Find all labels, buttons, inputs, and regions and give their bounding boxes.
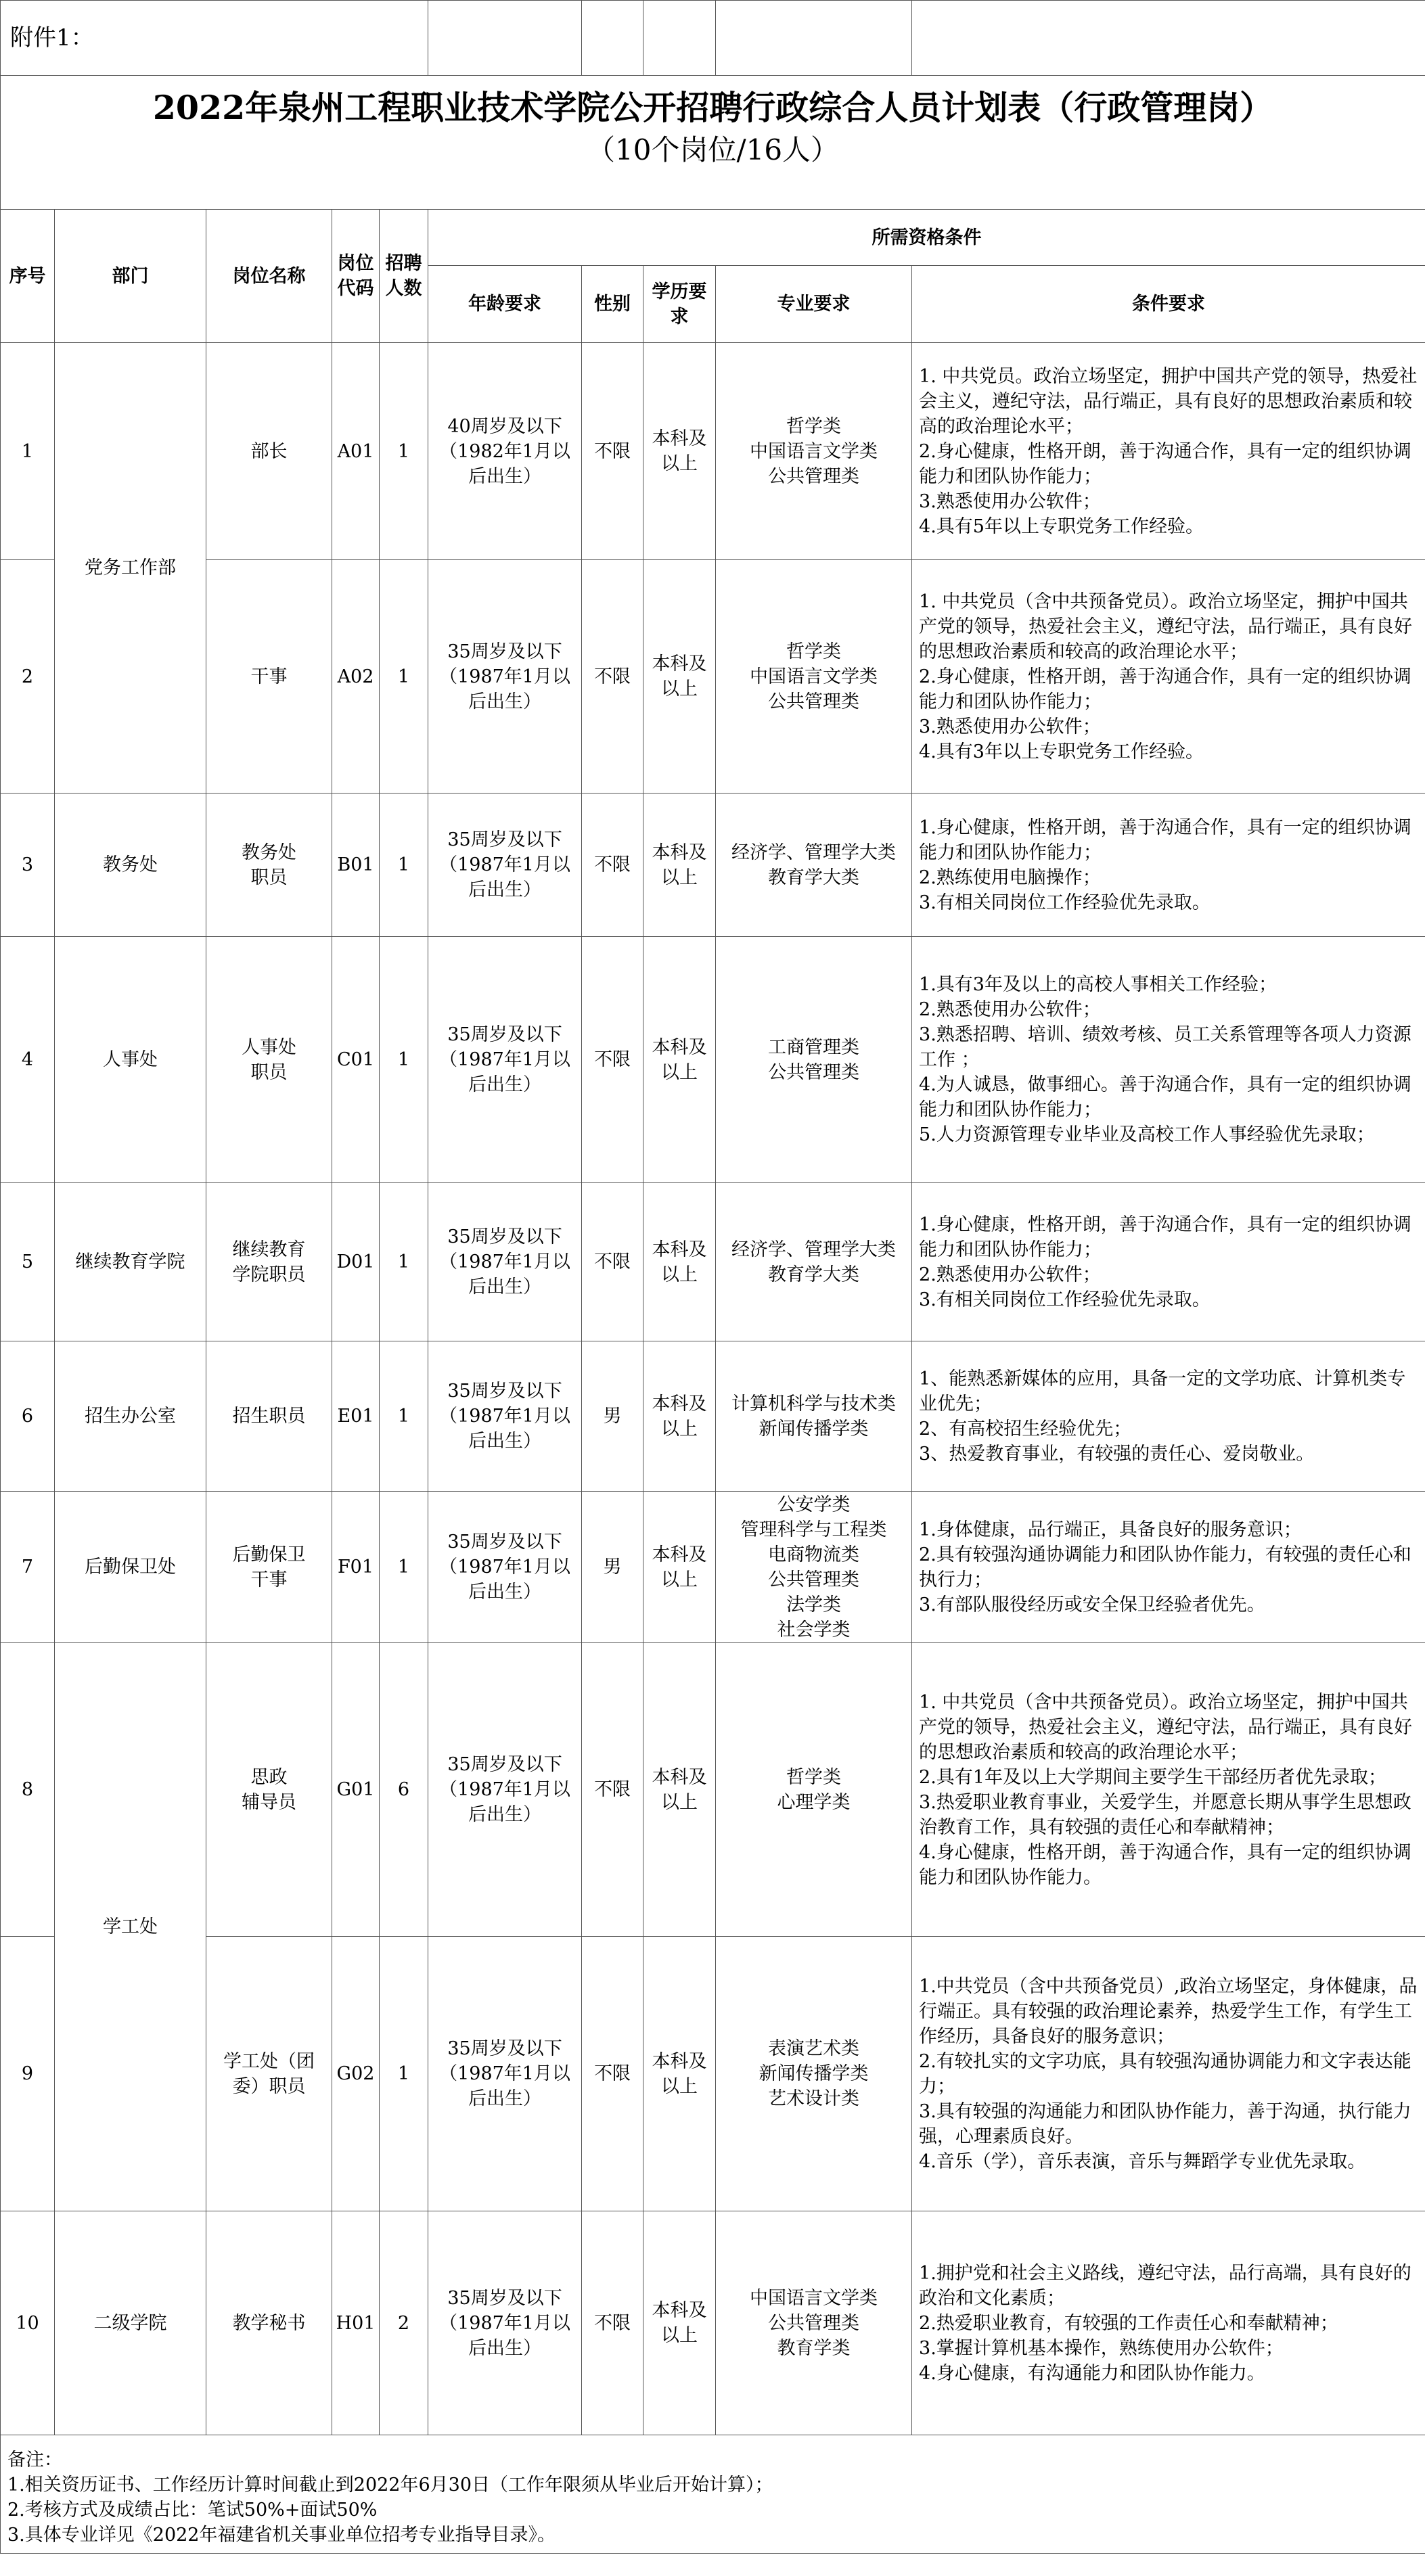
row-major-line: 法学类 [786,1594,842,1615]
row-major-line: 经济学、管理学大类 [731,1239,897,1260]
row-code: G01 [332,1643,380,1937]
row-code: H01 [332,2211,380,2435]
table-row [1,2211,1425,2435]
header-education: 学历要求 [643,266,716,343]
row-conditions-line: 2.熟悉使用办公软件； [919,1264,1101,1285]
row-age [428,2211,582,2435]
row-age-line: 35周岁及以下 [447,641,562,662]
row-age [428,794,582,937]
row-age-line: （1987年1月以 [439,1406,570,1427]
row-conditions-line: 2.具有1年及以上大学期间主要学生干部经历者优先录取； [919,1766,1386,1788]
row-seq: 1 [1,343,55,560]
row-age-line: 后出生） [468,1276,542,1297]
row-conditions-line: 3.有相关同岗位工作经验优先录取。 [919,1289,1211,1310]
row-major-line: 新闻传播学类 [759,1418,869,1440]
row-age [428,937,582,1183]
header-major: 专业要求 [716,266,912,343]
row-position-line: 辅导员 [242,1791,296,1813]
row-conditions-line: 1.具有3年及以上的高校人事相关工作经验； [919,974,1277,995]
row-major-line: 哲学类 [786,415,842,437]
row-education-line: 本科及 [652,1766,707,1788]
row-count: 1 [380,1492,428,1643]
row-major [716,1937,912,2211]
note-3: 3.具体专业详见《2022年福建省机关事业单位招考专业指导目录》。 [7,2525,556,2546]
row-position: 招生职员 [206,1341,332,1492]
row-conditions-line: 1.拥护党和社会主义路线，遵纪守法，品行高端，具有良好的政治和文化素质； [919,2262,1411,2309]
row-dept: 招生办公室 [55,1341,206,1492]
row-major [716,1183,912,1341]
row-position-line: 思政 [250,1766,288,1788]
row-age-line: 后出生） [468,1804,542,1825]
row-age-line: （1987年1月以 [439,1779,570,1800]
row-conditions-line: 1. 中共党员。政治立场坚定，拥护中国共产党的领导，热爱社会主义，遵纪守法，品行端正，具有良好的思想政治素质和较高的政治理论水平； [919,365,1418,437]
row-education-line: 本科及 [652,1544,707,1565]
row-education [643,560,716,794]
row-age [428,1183,582,1341]
row-code: D01 [332,1183,380,1341]
row-education-line: 本科及 [652,2050,707,2072]
row-position [206,1937,332,2211]
row-major [716,1341,912,1492]
row-count: 1 [380,1183,428,1341]
row-age-line: 后出生） [468,1431,542,1452]
row-dept: 二级学院 [55,2211,206,2435]
note-2: 2.考核方式及成绩占比：笔试50%+面试50% [7,2500,378,2521]
row-gender: 不限 [582,794,643,937]
row-conditions [912,1183,1425,1341]
header-seq-text: 序号 [9,265,46,287]
row-position-line: 继续教育 [232,1239,306,1260]
row-age-line: 35周岁及以下 [447,1381,562,1402]
row-age-line: （1982年1月以 [439,440,570,462]
row-major-line: 哲学类 [786,641,842,662]
row-major-line: 管理科学与工程类 [740,1519,887,1540]
row-seq: 9 [1,1937,55,2211]
row-major-line: 教育学类 [777,2337,851,2359]
row-conditions [912,1643,1425,1937]
row-age [428,343,582,560]
row-conditions-line: 4.身心健康，有沟通能力和团队协作能力。 [919,2362,1265,2384]
row-age-line: 35周岁及以下 [447,2038,562,2059]
row-conditions-line: 2.身心健康，性格开朗，善于沟通合作，具有一定的组织协调能力和团队协作能力； [919,440,1411,487]
table-row [1,937,1425,1183]
row-gender: 不限 [582,343,643,560]
row-major-line: 哲学类 [786,1766,842,1788]
row-count: 1 [380,937,428,1183]
row-position [206,794,332,937]
row-code: E01 [332,1341,380,1492]
row-seq: 4 [1,937,55,1183]
row-age-line: 后出生） [468,2088,542,2109]
row-education [643,1643,716,1937]
row-position-line: 委）职员 [232,2075,306,2097]
row-age [428,1937,582,2211]
row-education [643,1341,716,1492]
row-education-line: 本科及 [652,842,707,863]
row-gender: 不限 [582,1183,643,1341]
row-age-line: （1987年1月以 [439,1251,570,1272]
header-seq [1,210,55,343]
row-major-line: 公共管理类 [768,691,860,712]
row-seq: 5 [1,1183,55,1341]
row-code: G02 [332,1937,380,2211]
row-conditions-line: 2.身心健康，性格开朗，善于沟通合作，具有一定的组织协调能力和团队协作能力； [919,666,1411,712]
row-count: 1 [380,560,428,794]
table-row [1,343,1425,560]
row-major [716,1492,912,1643]
row-conditions-line: 4.身心健康，性格开朗，善于沟通合作，具有一定的组织协调能力和团队协作能力。 [919,1841,1411,1888]
table-row [1,1643,1425,1937]
row-conditions [912,1492,1425,1643]
row-age-line: 后出生） [468,1582,542,1603]
table-row [1,560,1425,794]
row-conditions-line: 1.中共党员（含中共预备党员）,政治立场坚定，身体健康，品行端正。具有较强的政治理论素养，热爱学生工作，有学生工作经历，具备良好的服务意识； [919,1975,1418,2047]
row-conditions-line: 3.熟悉使用办公软件； [919,490,1101,512]
row-age-line: 35周岁及以下 [447,829,562,850]
row-age-line: （1987年1月以 [439,1049,570,1070]
row-age-line: 后出生） [468,879,542,900]
row-position-line: 职员 [250,867,288,888]
row-major-line: 公共管理类 [768,1569,860,1590]
row-conditions-line: 4.具有5年以上专职党务工作经验。 [919,515,1204,537]
table-row [1,794,1425,937]
row-education-line: 本科及 [652,2300,707,2321]
row-conditions [912,937,1425,1183]
row-education-line: 以上 [661,1418,698,1440]
row-education-line: 以上 [661,2325,698,2346]
row-major [716,560,912,794]
row-education [643,1183,716,1341]
row-dept: 学工处 [55,1643,206,2211]
row-position-line: 干事 [250,1569,288,1590]
row-education-line: 本科及 [652,428,707,449]
table-row [1,1183,1425,1341]
row-position [206,1183,332,1341]
table-row [1,1341,1425,1492]
row-conditions-line: 2.有较扎实的文字功底，具有较强沟通协调能力和文字表达能力； [919,2050,1411,2097]
row-gender: 不限 [582,1937,643,2211]
row-education-line: 以上 [661,2075,698,2097]
row-education-line: 本科及 [652,1393,707,1414]
row-code: A02 [332,560,380,794]
row-age-line: 35周岁及以下 [447,1754,562,1775]
row-conditions-line: 3.热爱职业教育事业，关爱学生，并愿意长期从事学生思想政治教育工作，具有较强的责任心和奉献精神； [919,1791,1411,1838]
row-position: 干事 [206,560,332,794]
row-position-line: 教务处 [242,842,296,863]
row-age-line: 后出生） [468,2337,542,2359]
row-conditions-line: 4.具有3年以上专职党务工作经验。 [919,741,1204,762]
annex-label: 附件1： [1,1,428,76]
row-age-line: （1987年1月以 [439,1557,570,1578]
row-age-line: 后出生） [468,1074,542,1095]
row-dept: 教务处 [55,794,206,937]
row-education-line: 以上 [661,1061,698,1083]
row-conditions-line: 2.具有较强沟通协调能力和团队协作能力，有较强的责任心和执行力； [919,1544,1411,1590]
row-conditions [912,343,1425,560]
row-conditions [912,1937,1425,2211]
row-age-line: （1987年1月以 [439,854,570,875]
row-conditions-line: 1.身心健康，性格开朗，善于沟通合作，具有一定的组织协调能力和团队协作能力； [919,1214,1411,1260]
row-gender: 男 [582,1492,643,1643]
row-gender: 不限 [582,937,643,1183]
table-row [1,1492,1425,1643]
row-position [206,937,332,1183]
row-seq: 6 [1,1341,55,1492]
title-block [1,76,1425,210]
row-age-line: 35周岁及以下 [447,1532,562,1552]
table-row [1,1937,1425,2211]
row-education-line: 以上 [661,867,698,888]
row-conditions [912,1341,1425,1492]
row-conditions-line: 3.有部队服役经历或安全保卫经验者优先。 [919,1594,1265,1615]
row-seq: 8 [1,1643,55,1937]
row-gender: 不限 [582,560,643,794]
row-education [643,2211,716,2435]
row-education [643,1937,716,2211]
row-education-line: 以上 [661,678,698,699]
row-conditions-line: 1. 中共党员（含中共预备党员）。政治立场坚定，拥护中国共产党的领导，热爱社会主义，遵纪守法，品行端正，具有良好的思想政治素质和较高的政治理论水平； [919,591,1413,662]
row-major-line: 公共管理类 [768,465,860,487]
header-count: 招聘人数 [380,210,428,343]
row-gender: 男 [582,1341,643,1492]
row-count: 1 [380,794,428,937]
row-age [428,1341,582,1492]
row-count: 6 [380,1643,428,1937]
row-gender: 不限 [582,2211,643,2435]
note-1: 1.相关资历证书、工作经历计算时间截止到2022年6月30日（工作年限须从毕业后开始计算）； [7,2475,773,2496]
row-major [716,794,912,937]
row-major-line: 公共管理类 [768,1061,860,1083]
row-major [716,343,912,560]
row-major-line: 电商物流类 [768,1544,860,1565]
row-position [206,1492,332,1643]
row-conditions-line: 2、有高校招生经验优先； [919,1418,1132,1440]
row-major-line: 公安学类 [777,1494,851,1515]
row-conditions [912,2211,1425,2435]
row-major-line: 教育学大类 [768,867,860,888]
row-conditions-line: 1、能熟悉新媒体的应用，具备一定的文学功底、计算机类专业优先； [919,1368,1406,1414]
row-position [206,1643,332,1937]
header-code: 岗位代码 [332,210,380,343]
page-subtitle: （10个岗位/16人） [587,133,840,166]
row-major [716,1643,912,1937]
notes-heading: 备注： [7,2450,62,2470]
row-education-line: 以上 [661,1569,698,1590]
header-gender: 性别 [582,266,643,343]
row-age-line: 35周岁及以下 [447,1226,562,1247]
row-age-line: 40周岁及以下 [447,415,562,437]
row-education-line: 本科及 [652,1036,707,1058]
row-age [428,1492,582,1643]
row-education-line: 以上 [661,1264,698,1285]
header-qualifications: 所需资格条件 [428,210,1425,266]
row-seq: 10 [1,2211,55,2435]
row-conditions-line: 3.具有较强的沟通能力和团队协作能力，善于沟通，执行能力强，心理素质良好。 [919,2100,1411,2147]
row-education [643,937,716,1183]
row-age-line: 后出生） [468,691,542,712]
row-education-line: 以上 [661,453,698,474]
row-dept: 人事处 [55,937,206,1183]
row-major-line: 心理学类 [777,1791,851,1813]
row-conditions-line: 1.身心健康，性格开朗，善于沟通合作，具有一定的组织协调能力和团队协作能力； [919,816,1411,863]
row-code: B01 [332,794,380,937]
row-major-line: 新闻传播学类 [759,2063,869,2084]
row-conditions-line: 4.为人诚恳，做事细心。善于沟通合作，具有一定的组织协调能力和团队协作能力； [919,1074,1411,1120]
row-education-line: 本科及 [652,653,707,674]
row-position-line: 职员 [250,1061,288,1083]
row-age-line: 35周岁及以下 [447,2287,562,2309]
row-seq: 2 [1,560,55,794]
row-major-line: 艺术设计类 [768,2088,860,2109]
row-age-line: 后出生） [468,465,542,487]
row-conditions-line: 2.热爱职业教育，有较强的工作责任心和奉献精神； [919,2312,1338,2334]
row-major-line: 中国语言文学类 [750,666,878,687]
row-education-line: 本科及 [652,1239,707,1260]
row-position-line: 学工处（团 [223,2050,315,2072]
row-age-line: （1987年1月以 [439,666,570,687]
row-code: C01 [332,937,380,1183]
row-conditions-line: 1. 中共党员（含中共预备党员）。政治立场坚定，拥护中国共产党的领导，热爱社会主义，遵纪守法，品行端正，具有良好的思想政治素质和较高的政治理论水平； [919,1691,1413,1763]
header-dept: 部门 [55,210,206,343]
page-title: 2022年泉州工程职业技术学院公开招聘行政综合人员计划表（行政管理岗） [152,88,1273,127]
row-major-line: 社会学类 [777,1619,851,1640]
header-age: 年龄要求 [428,266,582,343]
row-major-line: 教育学大类 [768,1264,860,1285]
row-code: A01 [332,343,380,560]
row-conditions [912,560,1425,794]
row-dept: 继续教育学院 [55,1183,206,1341]
row-count: 1 [380,1937,428,2211]
row-conditions-line: 3、热爱教育事业，有较强的责任心、爱岗敬业。 [919,1443,1315,1465]
row-position-line: 人事处 [242,1036,296,1058]
row-age-line: （1987年1月以 [439,2312,570,2334]
row-education [643,1492,716,1643]
row-dept: 后勤保卫处 [55,1492,206,1643]
row-conditions-line: 1.身体健康，品行端正，具备良好的服务意识； [919,1519,1302,1540]
row-major-line: 中国语言文学类 [750,440,878,462]
notes [1,2435,1425,2554]
row-major-line: 表演艺术类 [768,2038,860,2059]
row-conditions-line: 3.掌握计算机基本操作，熟练使用办公软件； [919,2337,1284,2359]
row-conditions-line: 5.人力资源管理专业毕业及高校工作人事经验优先录取； [919,1124,1375,1145]
row-age-line: （1987年1月以 [439,2063,570,2084]
row-count: 2 [380,2211,428,2435]
row-education-line: 以上 [661,1791,698,1813]
row-education [643,794,716,937]
row-major-line: 计算机科学与技术类 [731,1393,897,1414]
row-major-line: 经济学、管理学大类 [731,842,897,863]
header-conditions: 条件要求 [912,266,1425,343]
row-seq: 3 [1,794,55,937]
row-conditions-line: 3.有相关同岗位工作经验优先录取。 [919,892,1211,913]
row-dept: 党务工作部 [55,343,206,794]
row-major-line: 工商管理类 [768,1036,860,1058]
row-education [643,343,716,560]
row-conditions-line: 3.熟悉使用办公软件； [919,716,1101,737]
row-count: 1 [380,343,428,560]
row-age [428,560,582,794]
row-position-line: 学院职员 [232,1264,306,1285]
row-gender: 不限 [582,1643,643,1937]
row-position: 部长 [206,343,332,560]
row-conditions-line: 2.熟悉使用办公软件； [919,999,1101,1020]
row-age-line: 35周岁及以下 [447,1024,562,1045]
row-conditions [912,794,1425,937]
row-conditions-line: 2.熟练使用电脑操作； [919,867,1101,888]
row-seq: 7 [1,1492,55,1643]
row-major [716,2211,912,2435]
row-major-line: 中国语言文学类 [750,2287,878,2309]
row-major [716,937,912,1183]
row-major-line: 公共管理类 [768,2312,860,2334]
row-code: F01 [332,1492,380,1643]
row-age [428,1643,582,1937]
row-position: 教学秘书 [206,2211,332,2435]
row-conditions-line: 4.音乐（学），音乐表演，音乐与舞蹈学专业优先录取。 [919,2150,1366,2172]
header-position: 岗位名称 [206,210,332,343]
row-count: 1 [380,1341,428,1492]
row-position-line: 后勤保卫 [232,1544,306,1565]
row-conditions-line: 3.熟悉招聘、培训、绩效考核、员工关系管理等各项人力资源工作 ； [919,1024,1411,1070]
